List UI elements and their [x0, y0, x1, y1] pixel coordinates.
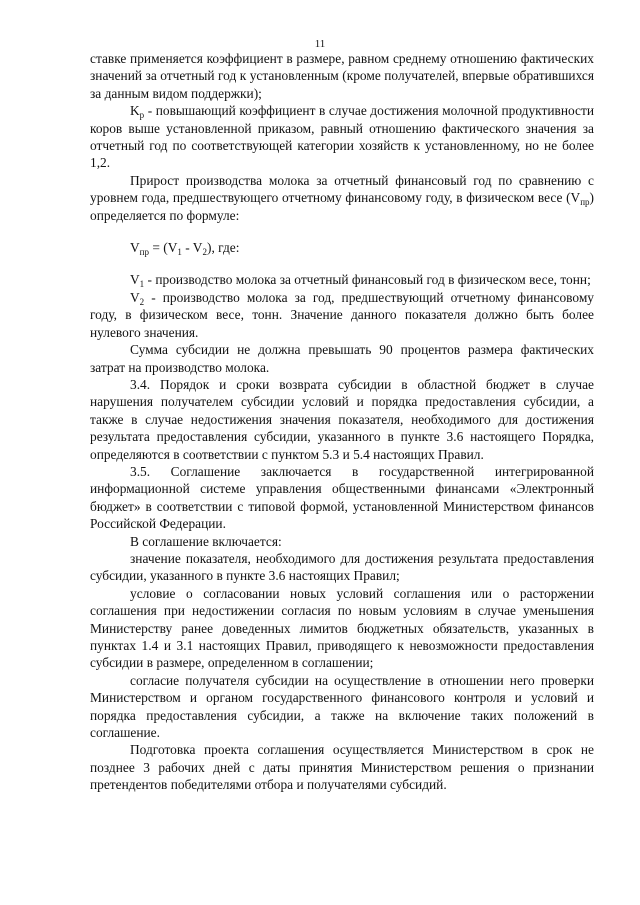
formula-minus: - V — [181, 240, 203, 256]
paragraph-section-3-4: 3.4. Порядок и сроки возврата субсидии в областной бюджет в случае нарушения получателем субсидии условий и порядка предоставления субсидии, а также в случае недостижения значения показателя, необходимого для достижения результата предоставления субсидии, указанного в пункте 3.6 настоящего Порядка, определяются в соответствии с пунктом 5.3 и 5.4 настоящих Правил. — [90, 376, 594, 462]
kp-text: - повышающий коэффициент в случае достижения молочной продуктивности коров выше установленной приказом, равный отношению фактического значения за отчетный год по соответствующей категории хозяйств к установленному, но не более 1,2. — [90, 103, 594, 171]
paragraph-item-consent: согласие получателя субсидии на осуществление в отношении него проверки Министерством и органом государственного финансового контроля и условий и порядка предоставления субсидии, а также на включение таких положений в соглашение. — [90, 672, 594, 741]
milk-growth-text: Прирост производства молока за отчетный финансовый год по сравнению с уровнем года, предшествующего отчетному финансовому году, в физическом весе (V — [90, 172, 594, 206]
formula-mid: = (V — [149, 240, 178, 256]
paragraph-agreement-includes: В соглашение включается: — [130, 533, 282, 549]
paragraph-item-conditions: условие о согласовании новых условий соглашения или о расторжении соглашения при недостижении согласия по новым условиям в случае уменьшения Министерству ранее доведенных лимитов бюджетных обязательств, указанных в пунктах 1.4 и 3.1 настоящих Правил, приводящего к невозможности предоставления субсидии в размере, определенном в соглашении; — [90, 585, 594, 671]
document-body — [90, 50, 594, 794]
formula-vpr — [90, 239, 594, 256]
paragraph-coefficient-intro: ставке применяется коэффициент в размере, равном среднему отношению фактических значений за отчетный год к установленным (кроме получателей, впервые обратившихся за данным видом поддержки); — [90, 51, 594, 101]
v1-text: - производство молока за отчетный финансовый год в физическом весе, тонн; — [144, 272, 591, 288]
milk-growth-end: ) определяется по формуле: — [90, 190, 594, 223]
paragraph-v2-definition — [90, 289, 594, 341]
kp-symbol: K — [130, 103, 140, 119]
page-number: 11 — [314, 38, 326, 50]
v1-subscript: 1 — [139, 279, 145, 290]
v2-text: - производство молока за год, предшествующий отчетному финансовому году, в физическом весе, тонн. Значение данного показателя должно быть более нулевого значения. — [90, 289, 594, 340]
paragraph-v1-definition — [90, 271, 594, 288]
paragraph-section-3-5: 3.5. Соглашение заключается в государственной интегрированной информационной системе управления общественными финансами «Электронный бюджет» в соответствии с типовой формой, установленной Министерством финансов Российской Федерации. — [90, 463, 594, 532]
vpr-subscript: пр — [580, 197, 590, 208]
formula-sub-1: 1 — [177, 247, 182, 258]
paragraph-subsidy-limit: Сумма субсидии не должна превышать 90 процентов размера фактических затрат на производство молока. — [90, 342, 594, 375]
v2-symbol: V — [130, 289, 140, 305]
paragraph-milk-growth — [90, 172, 594, 224]
paragraph-agreement-preparation: Подготовка проекта соглашения осуществляется Министерством в срок не позднее 3 рабочих дней с даты принятия Министерством решения о признании претендентов победителями отбора и получателями субсидий. — [90, 742, 594, 793]
formula-sub-2: 2 — [202, 247, 207, 258]
formula-sub-pr: пр — [139, 247, 149, 258]
kp-subscript: p — [139, 110, 145, 121]
formula-v: V — [130, 240, 140, 256]
paragraph-item-indicator: значение показателя, необходимого для достижения результата предоставления субсидии, указанного в пункте 3.6 настоящих Правил; — [90, 550, 594, 584]
v2-subscript: 2 — [139, 296, 145, 307]
v1-symbol: V — [130, 272, 140, 288]
formula-end: ), где: — [206, 240, 240, 256]
paragraph-kp-definition — [90, 102, 594, 172]
